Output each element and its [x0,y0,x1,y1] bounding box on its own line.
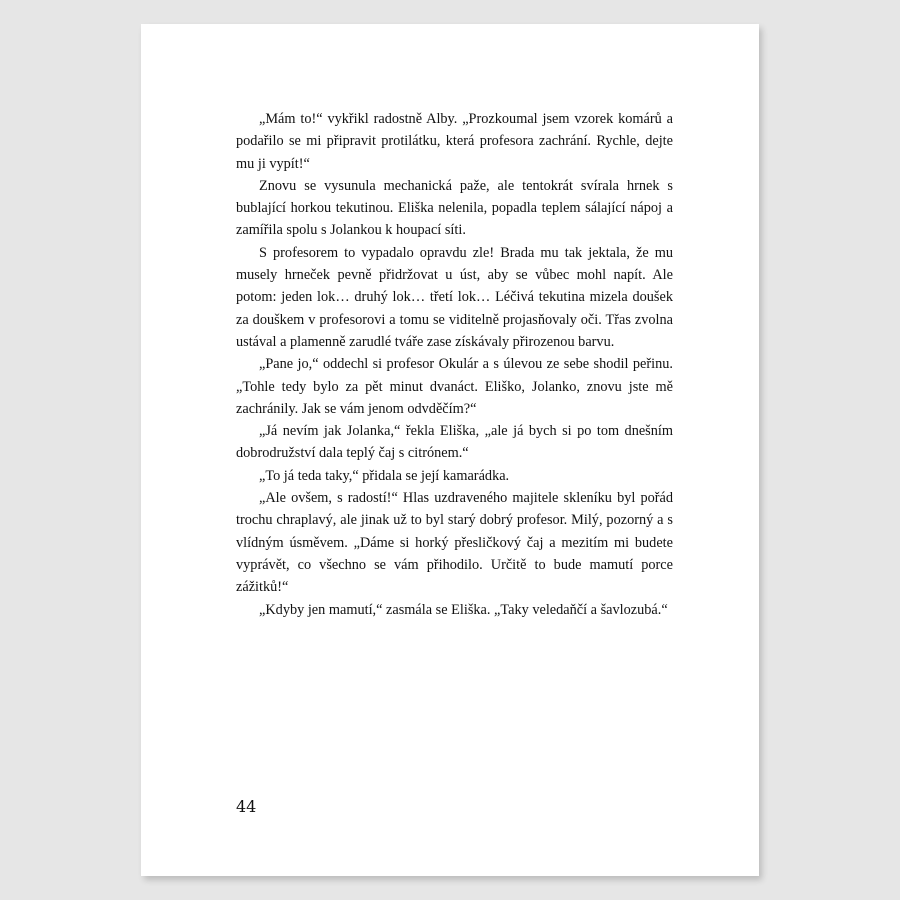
body-text [236,108,673,621]
paragraph: „To já teda taky,“ přidala se její kamarádka. [259,467,510,484]
book-page [141,24,759,876]
paragraph: „Kdyby jen mamutí,“ zasmála se Eliška. „Taky veledaňčí a šavlozubá.“ [259,601,668,618]
paragraph: „Mám to!“ vykřikl radostně Alby. „Prozkoumal jsem vzorek komárů a podařilo se mi připravit protilátku, která profesora zachrání. Rychle, dejte mu ji vypít!“ [236,111,673,172]
paragraph: „Pane jo,“ oddechl si profesor Okulár a s úlevou ze sebe shodil peřinu. „Tohle tedy bylo za pět minut dvanáct. Eliško, Jolanko, znovu jste mě zachránily. Jak se vám jenom odvděčím?“ [236,356,673,417]
page-number: 44 [236,797,257,816]
paragraph: „Ale ovšem, s radostí!“ Hlas uzdraveného majitele skleníku byl pořád trochu chraplavý, ale jinak už to byl starý dobrý profesor. Milý, pozorný a s vlídným úsměvem. „Dáme si horký přesličkový čaj a mezitím mi budete vyprávět, co všechno se vám přihodilo. Určitě to bude mamutí porce zážitků!“ [236,490,673,596]
paragraph: Znovu se vysunula mechanická paže, ale tentokrát svírala hrnek s bublající horkou tekutinou. Eliška nelenila, popadla teplem sálající nápoj a zamířila spolu s Jolankou k houpací síti. [236,177,673,239]
paragraph: S profesorem to vypadalo opravdu zle! Brada mu tak jektala, že mu musely hrneček pevně přidržovat u úst, aby se vůbec mohl napít. Ale potom: jeden lok… druhý lok… třetí lok… Léčivá tekutina mizela doušek za douškem v profesorovi a tomu se viditelně projasňovaly oči. Třas zvolna ustával a plamenně zarudlé tváře zase získávaly přirozenou barvu. [236,244,673,350]
paragraph: „Já nevím jak Jolanka,“ řekla Eliška, „ale já bych si po tom dnešním dobrodružství dala teplý čaj s citrónem.“ [236,423,673,462]
